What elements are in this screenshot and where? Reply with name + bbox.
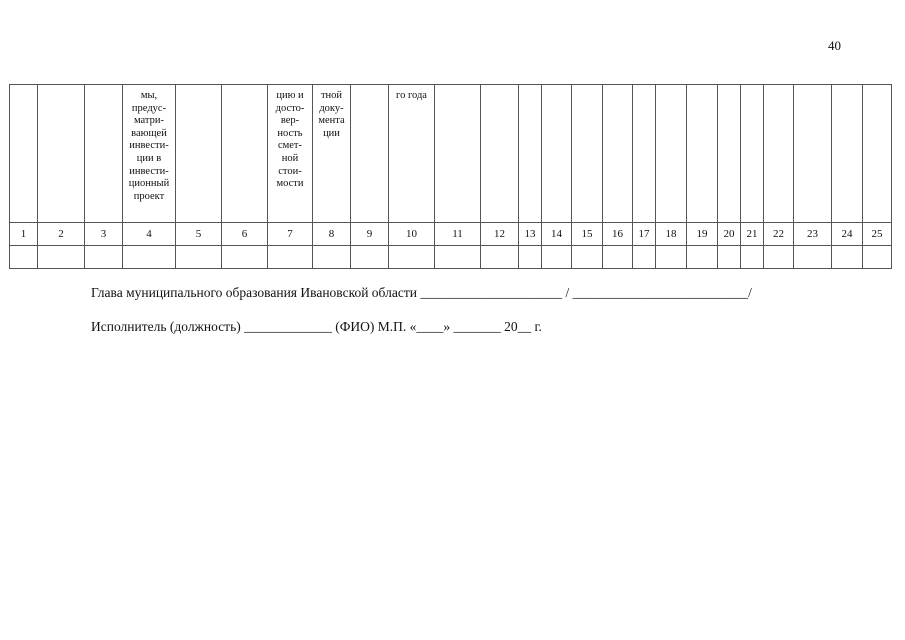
report-form-table <box>9 84 892 269</box>
column-number-cell: 19 <box>687 223 718 246</box>
blank-cell <box>718 246 741 269</box>
blank-cell <box>633 246 656 269</box>
blank-cell <box>572 246 603 269</box>
header-cell <box>519 85 542 223</box>
header-cell <box>832 85 863 223</box>
blank-cell <box>764 246 794 269</box>
blank-cell <box>832 246 863 269</box>
blank-cell <box>481 246 519 269</box>
blank-cell <box>10 246 38 269</box>
header-cell <box>572 85 603 223</box>
page-number: 40 <box>828 38 841 53</box>
header-cell <box>313 85 351 223</box>
header-cell-text: мы, предус- матри- вающей инвести- ции в инвести- ционный проект <box>128 90 170 202</box>
blank-cell <box>687 246 718 269</box>
header-continuation-row <box>10 85 892 223</box>
column-number-cell: 24 <box>832 223 863 246</box>
blank-cell <box>123 246 176 269</box>
column-number-cell: 9 <box>351 223 389 246</box>
blank-cell <box>741 246 764 269</box>
header-cell-text: цию и досто- вер- ность смет- ной стои- мости <box>275 90 305 190</box>
column-number-cell: 20 <box>718 223 741 246</box>
column-number-cell: 18 <box>656 223 687 246</box>
column-number-cell: 21 <box>741 223 764 246</box>
blank-cell <box>603 246 633 269</box>
header-cell <box>687 85 718 223</box>
blank-data-row <box>10 246 892 269</box>
executor-signature-line: Исполнитель (должность) _____________ (ФИО) М.П. «____» _______ 20__ г. <box>91 319 542 334</box>
header-cell <box>542 85 572 223</box>
header-cell <box>718 85 741 223</box>
column-number-cell: 12 <box>481 223 519 246</box>
blank-cell <box>38 246 85 269</box>
blank-cell <box>85 246 123 269</box>
blank-cell <box>268 246 313 269</box>
header-cell <box>123 85 176 223</box>
blank-cell <box>389 246 435 269</box>
header-cell <box>794 85 832 223</box>
header-cell <box>222 85 268 223</box>
header-cell <box>603 85 633 223</box>
column-number-cell: 25 <box>863 223 892 246</box>
header-cell <box>351 85 389 223</box>
header-cell <box>481 85 519 223</box>
header-cell <box>176 85 222 223</box>
header-cell <box>633 85 656 223</box>
column-number-cell: 10 <box>389 223 435 246</box>
header-cell-text: го года <box>396 90 427 101</box>
column-number-cell: 6 <box>222 223 268 246</box>
header-cell <box>764 85 794 223</box>
blank-cell <box>656 246 687 269</box>
column-number-cell: 15 <box>572 223 603 246</box>
column-number-cell: 8 <box>313 223 351 246</box>
column-number-cell: 14 <box>542 223 572 246</box>
blank-cell <box>313 246 351 269</box>
header-cell <box>38 85 85 223</box>
blank-cell <box>351 246 389 269</box>
column-number-cell: 23 <box>794 223 832 246</box>
blank-cell <box>542 246 572 269</box>
column-number-cell: 11 <box>435 223 481 246</box>
header-cell <box>863 85 892 223</box>
header-cell <box>656 85 687 223</box>
header-cell <box>389 85 435 223</box>
header-cell <box>268 85 313 223</box>
column-number-cell: 2 <box>38 223 85 246</box>
blank-cell <box>222 246 268 269</box>
head-signature-line: Глава муниципального образования Ивановской области _____________________ / __________________________/ <box>91 285 752 300</box>
blank-cell <box>794 246 832 269</box>
column-number-cell: 1 <box>10 223 38 246</box>
blank-cell <box>435 246 481 269</box>
column-number-cell: 3 <box>85 223 123 246</box>
column-number-cell: 16 <box>603 223 633 246</box>
blank-cell <box>519 246 542 269</box>
blank-cell <box>863 246 892 269</box>
header-cell <box>435 85 481 223</box>
column-number-row <box>10 223 892 246</box>
column-number-cell: 4 <box>123 223 176 246</box>
header-cell-text: тной доку- мента ции <box>318 90 345 139</box>
column-number-cell: 7 <box>268 223 313 246</box>
column-number-cell: 13 <box>519 223 542 246</box>
column-number-cell: 17 <box>633 223 656 246</box>
column-number-cell: 5 <box>176 223 222 246</box>
header-cell <box>741 85 764 223</box>
blank-cell <box>176 246 222 269</box>
header-cell <box>85 85 123 223</box>
header-cell <box>10 85 38 223</box>
column-number-cell: 22 <box>764 223 794 246</box>
